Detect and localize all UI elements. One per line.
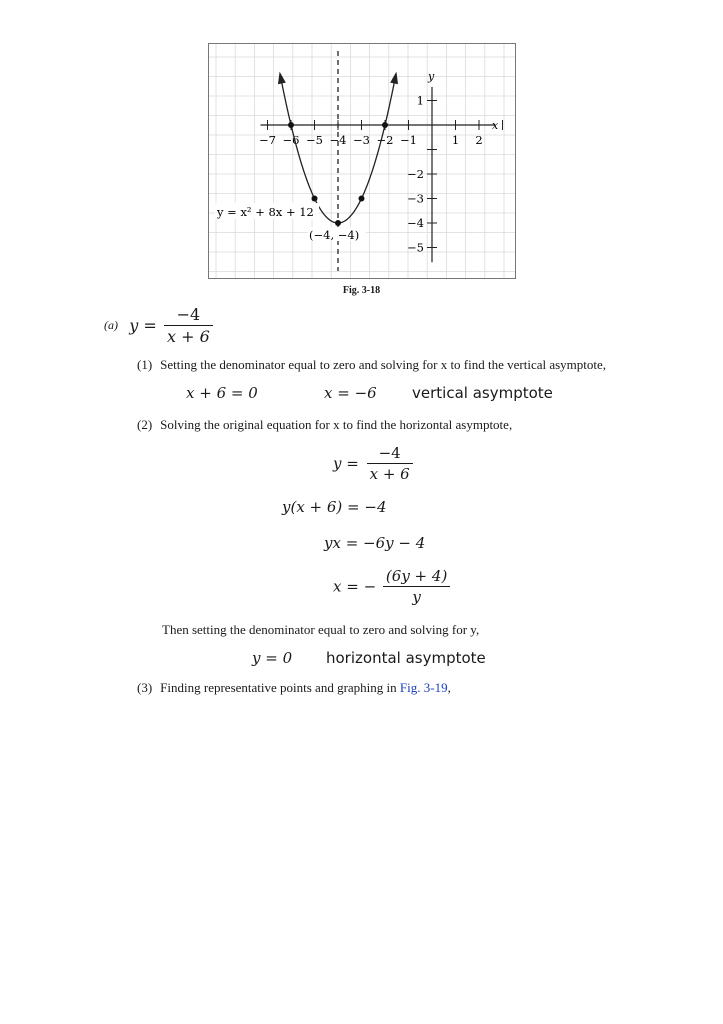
curve-point [382, 122, 388, 128]
step-1-eq2: x = −6 [324, 384, 377, 402]
step-2-number: (2) [137, 417, 153, 432]
x-tick-label: 2 [475, 133, 483, 147]
step-2-eq-e: y = 0 [252, 649, 293, 667]
step-2-eq-b: y(x + 6) = −4 [282, 498, 387, 516]
step-3-trail: , [447, 680, 451, 695]
graph-grid [209, 44, 515, 278]
curve-point [359, 196, 365, 202]
step-2-note: horizontal asymptote [326, 649, 486, 667]
x-tick-label: −3 [353, 133, 370, 147]
part-a-denominator: x + 6 [164, 325, 213, 346]
equation-label: y = x² + 8x + 12 [217, 205, 314, 219]
curve-point [335, 220, 341, 226]
step-3-number: (3) [137, 680, 153, 695]
y-tick-label: −3 [407, 191, 424, 206]
part-a-lhs: y = [129, 316, 157, 335]
figure-caption: Fig. 3-18 [342, 285, 381, 296]
step-1-note: vertical asymptote [412, 384, 553, 402]
step-2-then-text: Then setting the denominator equal to zero and solving for y, [162, 622, 480, 637]
step-2-eq-d [333, 567, 450, 606]
step-2-eq-d-denominator: y [383, 586, 450, 606]
x-tick-label: −6 [282, 133, 300, 147]
x-tick-label: −2 [376, 133, 394, 147]
part-a-numerator: −4 [176, 305, 201, 324]
step-1-body: Setting the denominator equal to zero and solving for x to find the vertical asymptote, [160, 357, 607, 372]
step-2-eq-d-numerator: (6y + 4) [385, 567, 448, 585]
x-tick-label: −4 [329, 133, 347, 147]
step-2-eq-a [333, 444, 413, 483]
part-a-fraction [164, 305, 213, 346]
step-2-eq-a-denominator: x + 6 [367, 463, 413, 483]
curve-point [288, 122, 294, 128]
step-3-body: Finding representative points and graphing in [160, 680, 400, 695]
step-2-eq-c: yx = −6y − 4 [324, 534, 426, 552]
step-2-eq-d-lhs: x = − [333, 577, 377, 596]
x-tick-label: 1 [451, 133, 460, 147]
step-2-eq-a-lhs: y = [333, 454, 359, 473]
x-tick-label: −5 [306, 133, 323, 147]
step-1-text [137, 357, 606, 373]
step-2-text [137, 417, 512, 433]
parabola-graph [208, 43, 516, 279]
x-tick-label: −7 [259, 133, 276, 147]
step-3-text [137, 680, 451, 696]
x-tick-label: −1 [400, 133, 417, 147]
y-tick-label: −2 [407, 167, 424, 181]
fig-3-19-link[interactable]: Fig. 3-19 [399, 680, 448, 695]
part-a-label: (a) [104, 318, 118, 332]
x-axis-label: x [492, 119, 499, 132]
y-tick-label: −4 [407, 216, 424, 230]
vertex-label: (−4, −4) [309, 228, 360, 242]
step-2-body: Solving the original equation for x to find the horizontal asymptote, [160, 417, 513, 432]
part-a [104, 305, 213, 346]
y-axis-label: y [428, 70, 435, 83]
step-2-eq-d-fraction [383, 567, 450, 606]
step-1-eq1: x + 6 = 0 [186, 384, 258, 402]
y-tick-label: 1 [416, 93, 424, 108]
step-1-number: (1) [137, 357, 153, 372]
left-arrowhead [278, 72, 286, 85]
step-2-eq-a-fraction [367, 444, 413, 483]
y-tick-label: −5 [407, 240, 424, 255]
step-2-eq-a-numerator: −4 [378, 444, 401, 462]
right-arrowhead [390, 72, 398, 85]
curve-point [312, 196, 318, 202]
